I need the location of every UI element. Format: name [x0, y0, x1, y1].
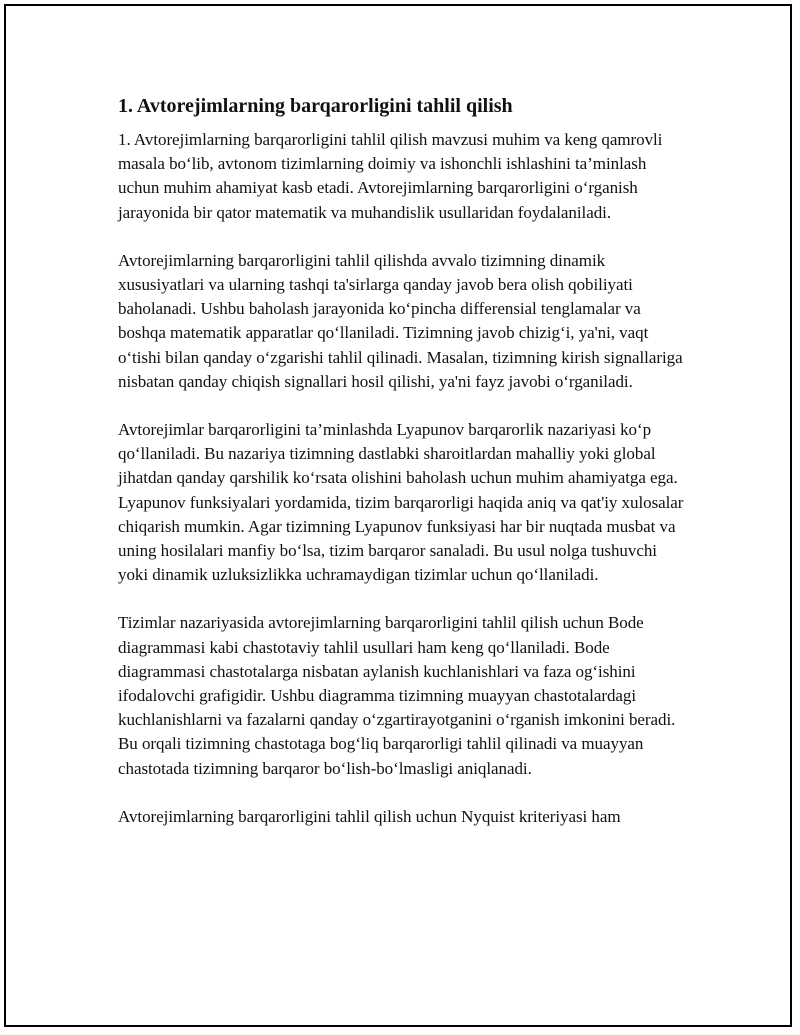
document-body	[118, 92, 688, 853]
paragraph-nyquist: Avtorejimlarning barqarorligini tahlil qilish uchun Nyquist kriteriyasi ham	[118, 806, 621, 826]
paragraph-dynamics: Avtorejimlarning barqarorligini tahlil qilishda avvalo tizimning dinamik xususiyatlari va ularning tashqi ta'sirlarga qanday javob bera olish qobiliyati baholanadi. Ushbu baholash jarayonida ko‘pincha differensial tenglamalar va boshqa matematik apparatlar qo‘llaniladi. Tizimning javob chizig‘i, ya'ni, vaqt o‘tishi bilan qanday o‘zgarishi tahlil qilinadi. Masalan, tizimning kirish signallariga nisbatan qanday chiqish signallari hosil qilishi, ya'ni fayz javobi o‘rganiladi.	[118, 250, 683, 391]
document-title: 1. Avtorejimlarning barqarorligini tahlil qilish	[118, 95, 513, 117]
paragraph-intro: 1. Avtorejimlarning barqarorligini tahlil qilish mavzusi muhim va keng qamrovli masala bo‘lib, avtonom tizimlarning doimiy va ishonchli ishlashini ta’minlash uchun muhim ahamiyat kasb etadi. Avtorejimlarning barqarorligini o‘rganish jarayonida bir qator matematik va muhandislik usullaridan foydalaniladi.	[118, 130, 663, 222]
paragraph-bode: Tizimlar nazariyasida avtorejimlarning barqarorligini tahlil qilish uchun Bode diagrammasi kabi chastotaviy tahlil usullari ham keng qo‘llaniladi. Bode diagrammasi chastotalarga nisbatan aylanish kuchlanishlari va faza og‘ishini ifodalovchi grafigidir. Ushbu diagramma tizimning muayyan chastotalardagi kuchlanishlarni va fazalarni qanday o‘zgartirayotganini o‘rganish imkonini beradi. Bu orqali tizimning chastotaga bog‘liq barqarorligi tahlil qilinadi va muayyan chastotada tizimning barqaror bo‘lish-bo‘lmasligi aniqlanadi.	[118, 613, 676, 778]
paragraph-lyapunov: Avtorejimlar barqarorligini ta’minlashda Lyapunov barqarorlik nazariyasi ko‘p qo‘llaniladi. Bu nazariya tizimning dastlabki sharoitlardan mahalliy yoki global jihatdan qanday qarshilik ko‘rsata olishini baholash uchun muhim ahamiyatga ega. Lyapunov funksiyalari yordamida, tizim barqarorligi haqida aniq va qat'iy xulosalar chiqarish mumkin. Agar tizimning Lyapunov funksiyasi har bir nuqtada musbat va uning hosilalari manfiy bo‘lsa, tizim barqaror sanaladi. Bu usul nolga tushuvchi yoki dinamik uzluksizlikka uchramaydigan tizimlar uchun qo‘llaniladi.	[118, 420, 684, 585]
